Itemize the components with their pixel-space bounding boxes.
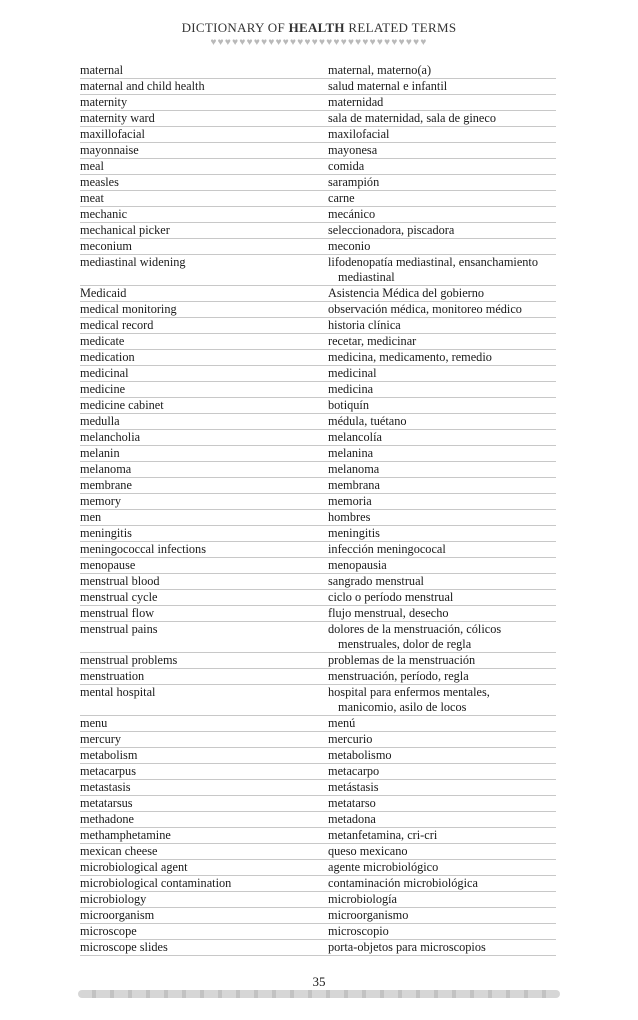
spanish-translation bbox=[328, 574, 556, 589]
table-row bbox=[80, 860, 556, 876]
spanish-translation bbox=[328, 334, 556, 349]
translation-text: hospital para enfermos mentales, bbox=[328, 685, 490, 699]
table-row bbox=[80, 286, 556, 302]
table-row bbox=[80, 79, 556, 95]
translation-continuation: manicomio, asilo de locos bbox=[338, 700, 467, 714]
header-title-suffix: RELATED TERMS bbox=[344, 20, 457, 35]
translation-text: microscopio bbox=[328, 924, 389, 938]
spanish-translation bbox=[328, 414, 556, 429]
translation-text: metacarpo bbox=[328, 764, 380, 778]
table-row bbox=[80, 446, 556, 462]
translation-text: mecánico bbox=[328, 207, 376, 221]
table-row bbox=[80, 414, 556, 430]
table-row bbox=[80, 207, 556, 223]
translation-text: metástasis bbox=[328, 780, 379, 794]
english-term: meningococcal infections bbox=[80, 542, 206, 556]
glossary-table bbox=[80, 63, 556, 956]
table-row bbox=[80, 494, 556, 510]
english-term: mechanic bbox=[80, 207, 128, 221]
table-row bbox=[80, 223, 556, 239]
table-row bbox=[80, 510, 556, 526]
translation-text: maxilofacial bbox=[328, 127, 390, 141]
english-term: menstrual problems bbox=[80, 653, 178, 667]
table-row bbox=[80, 63, 556, 79]
spanish-translation bbox=[328, 828, 556, 843]
english-term: men bbox=[80, 510, 102, 524]
translation-text: sarampión bbox=[328, 175, 380, 189]
english-term: membrane bbox=[80, 478, 132, 492]
translation-text: melanoma bbox=[328, 462, 380, 476]
table-row bbox=[80, 175, 556, 191]
spanish-translation bbox=[328, 526, 556, 541]
table-row bbox=[80, 526, 556, 542]
table-row bbox=[80, 239, 556, 255]
english-term: metatarsus bbox=[80, 796, 133, 810]
table-row bbox=[80, 748, 556, 764]
english-term: medicinal bbox=[80, 366, 129, 380]
table-row bbox=[80, 398, 556, 414]
translation-text: carne bbox=[328, 191, 355, 205]
table-row bbox=[80, 382, 556, 398]
table-row bbox=[80, 892, 556, 908]
translation-text: comida bbox=[328, 159, 365, 173]
english-term: mental hospital bbox=[80, 685, 156, 699]
translation-text: historia clínica bbox=[328, 318, 401, 332]
heart-ornament-icon: ♥♥♥♥♥♥♥♥♥♥♥♥♥♥♥♥♥♥♥♥♥♥♥♥♥♥♥♥♥♥ bbox=[210, 37, 428, 48]
spanish-translation bbox=[328, 223, 556, 238]
spanish-translation bbox=[328, 653, 556, 668]
spanish-translation bbox=[328, 111, 556, 126]
table-row bbox=[80, 685, 556, 716]
spanish-translation bbox=[328, 286, 556, 301]
translation-text: medicina, medicamento, remedio bbox=[328, 350, 492, 364]
table-row bbox=[80, 542, 556, 558]
translation-text: contaminación microbiológica bbox=[328, 876, 478, 890]
table-row bbox=[80, 622, 556, 653]
table-row bbox=[80, 590, 556, 606]
english-term: microscope slides bbox=[80, 940, 168, 954]
english-term: mayonnaise bbox=[80, 143, 139, 157]
translation-text: botiquín bbox=[328, 398, 369, 412]
page-number: 35 bbox=[312, 974, 326, 989]
table-row bbox=[80, 366, 556, 382]
translation-text: menstruación, período, regla bbox=[328, 669, 469, 683]
english-term: mercury bbox=[80, 732, 121, 746]
table-row bbox=[80, 302, 556, 318]
translation-text: porta-objetos para microscopios bbox=[328, 940, 486, 954]
english-term: menstrual flow bbox=[80, 606, 155, 620]
translation-text: metanfetamina, cri-cri bbox=[328, 828, 438, 842]
spanish-translation bbox=[328, 812, 556, 827]
english-term: medicate bbox=[80, 334, 125, 348]
translation-text: hombres bbox=[328, 510, 371, 524]
spanish-translation bbox=[328, 924, 556, 939]
translation-text: microbiología bbox=[328, 892, 397, 906]
spanish-translation bbox=[328, 844, 556, 859]
spanish-translation bbox=[328, 430, 556, 445]
spanish-translation bbox=[328, 892, 556, 907]
spanish-translation bbox=[328, 446, 556, 461]
english-term: medicine bbox=[80, 382, 126, 396]
english-term: methamphetamine bbox=[80, 828, 171, 842]
translation-text: Asistencia Médica del gobierno bbox=[328, 286, 485, 300]
english-term: melanin bbox=[80, 446, 120, 460]
translation-text: sangrado menstrual bbox=[328, 574, 424, 588]
spanish-translation bbox=[328, 732, 556, 747]
english-term: menu bbox=[80, 716, 108, 730]
table-row bbox=[80, 908, 556, 924]
translation-text: melanina bbox=[328, 446, 374, 460]
english-term: maternity bbox=[80, 95, 128, 109]
english-term: maxillofacial bbox=[80, 127, 145, 141]
spanish-translation bbox=[328, 780, 556, 795]
translation-text: recetar, medicinar bbox=[328, 334, 417, 348]
page-header bbox=[0, 20, 638, 48]
spanish-translation bbox=[328, 876, 556, 891]
table-row bbox=[80, 334, 556, 350]
translation-text: ciclo o período menstrual bbox=[328, 590, 454, 604]
translation-text: lifodenopatía mediastinal, ensanchamiento bbox=[328, 255, 539, 269]
header-title-emphasis: HEALTH bbox=[288, 20, 345, 35]
table-row bbox=[80, 732, 556, 748]
translation-text: mercurio bbox=[328, 732, 373, 746]
table-row bbox=[80, 653, 556, 669]
spanish-translation bbox=[328, 940, 556, 955]
english-term: menopause bbox=[80, 558, 136, 572]
table-row bbox=[80, 828, 556, 844]
table-row bbox=[80, 191, 556, 207]
english-term: medical record bbox=[80, 318, 154, 332]
english-term: mediastinal widening bbox=[80, 255, 186, 269]
spanish-translation bbox=[328, 127, 556, 142]
english-term: microbiological agent bbox=[80, 860, 188, 874]
translation-text: microorganismo bbox=[328, 908, 409, 922]
table-row bbox=[80, 430, 556, 446]
translation-text: metadona bbox=[328, 812, 376, 826]
english-term: Medicaid bbox=[80, 286, 127, 300]
translation-text: maternal, materno(a) bbox=[328, 63, 432, 77]
table-row bbox=[80, 143, 556, 159]
translation-text: meningitis bbox=[328, 526, 380, 540]
english-term: melanoma bbox=[80, 462, 132, 476]
english-term: maternal and child health bbox=[80, 79, 205, 93]
spanish-translation bbox=[328, 79, 556, 94]
spanish-translation bbox=[328, 255, 556, 285]
english-term: meal bbox=[80, 159, 104, 173]
spanish-translation bbox=[328, 302, 556, 317]
english-term: memory bbox=[80, 494, 121, 508]
table-row bbox=[80, 796, 556, 812]
spanish-translation bbox=[328, 143, 556, 158]
table-row bbox=[80, 111, 556, 127]
spanish-translation bbox=[328, 716, 556, 731]
translation-text: dolores de la menstruación, cólicos bbox=[328, 622, 502, 636]
translation-text: medicinal bbox=[328, 366, 377, 380]
spanish-translation bbox=[328, 494, 556, 509]
table-row bbox=[80, 764, 556, 780]
translation-text: meconio bbox=[328, 239, 371, 253]
translation-text: metabolismo bbox=[328, 748, 392, 762]
translation-text: observación médica, monitoreo médico bbox=[328, 302, 522, 316]
translation-text: seleccionadora, piscadora bbox=[328, 223, 455, 237]
translation-text: memoria bbox=[328, 494, 372, 508]
english-term: metacarpus bbox=[80, 764, 136, 778]
english-term: microscope bbox=[80, 924, 137, 938]
translation-text: agente microbiológico bbox=[328, 860, 439, 874]
table-row bbox=[80, 606, 556, 622]
translation-text: maternidad bbox=[328, 95, 384, 109]
translation-text: flujo menstrual, desecho bbox=[328, 606, 449, 620]
spanish-translation bbox=[328, 382, 556, 397]
table-row bbox=[80, 876, 556, 892]
english-term: meconium bbox=[80, 239, 132, 253]
table-row bbox=[80, 844, 556, 860]
table-row bbox=[80, 940, 556, 956]
translation-text: problemas de la menstruación bbox=[328, 653, 476, 667]
table-row bbox=[80, 127, 556, 143]
table-row bbox=[80, 716, 556, 732]
spanish-translation bbox=[328, 207, 556, 222]
english-term: meningitis bbox=[80, 526, 132, 540]
spanish-translation bbox=[328, 63, 556, 78]
english-term: maternal bbox=[80, 63, 124, 77]
table-row bbox=[80, 255, 556, 286]
spanish-translation bbox=[328, 239, 556, 254]
spanish-translation bbox=[328, 462, 556, 477]
translation-text: sala de maternidad, sala de gineco bbox=[328, 111, 496, 125]
spanish-translation bbox=[328, 748, 556, 763]
table-row bbox=[80, 95, 556, 111]
english-term: mexican cheese bbox=[80, 844, 158, 858]
english-term: medulla bbox=[80, 414, 120, 428]
table-row bbox=[80, 812, 556, 828]
table-row bbox=[80, 669, 556, 685]
english-term: menstruation bbox=[80, 669, 145, 683]
spanish-translation bbox=[328, 860, 556, 875]
english-term: microbiology bbox=[80, 892, 147, 906]
english-term: medicine cabinet bbox=[80, 398, 164, 412]
spanish-translation bbox=[328, 796, 556, 811]
english-term: menstrual cycle bbox=[80, 590, 158, 604]
spanish-translation bbox=[328, 398, 556, 413]
spanish-translation bbox=[328, 685, 556, 715]
english-term: metastasis bbox=[80, 780, 131, 794]
header-title-prefix: DICTIONARY OF bbox=[181, 20, 289, 35]
translation-text: melancolía bbox=[328, 430, 382, 444]
spanish-translation bbox=[328, 95, 556, 110]
spanish-translation bbox=[328, 606, 556, 621]
english-term: meat bbox=[80, 191, 104, 205]
translation-continuation: menstruales, dolor de regla bbox=[338, 637, 472, 651]
translation-text: salud maternal e infantil bbox=[328, 79, 448, 93]
english-term: methadone bbox=[80, 812, 134, 826]
table-row bbox=[80, 462, 556, 478]
table-row bbox=[80, 780, 556, 796]
table-row bbox=[80, 350, 556, 366]
english-term: microbiological contamination bbox=[80, 876, 232, 890]
footer-ornament bbox=[78, 990, 560, 998]
spanish-translation bbox=[328, 350, 556, 365]
spanish-translation bbox=[328, 366, 556, 381]
english-term: medical monitoring bbox=[80, 302, 177, 316]
translation-text: membrana bbox=[328, 478, 380, 492]
translation-text: médula, tuétano bbox=[328, 414, 407, 428]
spanish-translation bbox=[328, 510, 556, 525]
table-row bbox=[80, 924, 556, 940]
spanish-translation bbox=[328, 159, 556, 174]
english-term: microorganism bbox=[80, 908, 155, 922]
spanish-translation bbox=[328, 478, 556, 493]
table-row bbox=[80, 159, 556, 175]
translation-text: medicina bbox=[328, 382, 374, 396]
spanish-translation bbox=[328, 558, 556, 573]
english-term: maternity ward bbox=[80, 111, 155, 125]
english-term: menstrual pains bbox=[80, 622, 158, 636]
spanish-translation bbox=[328, 590, 556, 605]
spanish-translation bbox=[328, 764, 556, 779]
spanish-translation bbox=[328, 542, 556, 557]
spanish-translation bbox=[328, 669, 556, 684]
translation-text: infección meningococal bbox=[328, 542, 446, 556]
english-term: mechanical picker bbox=[80, 223, 170, 237]
spanish-translation bbox=[328, 908, 556, 923]
table-row bbox=[80, 318, 556, 334]
table-row bbox=[80, 558, 556, 574]
translation-text: menú bbox=[328, 716, 356, 730]
translation-text: queso mexicano bbox=[328, 844, 408, 858]
table-row bbox=[80, 574, 556, 590]
english-term: metabolism bbox=[80, 748, 138, 762]
english-term: menstrual blood bbox=[80, 574, 160, 588]
english-term: medication bbox=[80, 350, 135, 364]
english-term: melancholia bbox=[80, 430, 141, 444]
english-term: measles bbox=[80, 175, 119, 189]
translation-text: metatarso bbox=[328, 796, 376, 810]
header-title bbox=[0, 20, 638, 36]
translation-text: menopausia bbox=[328, 558, 387, 572]
spanish-translation bbox=[328, 622, 556, 652]
translation-continuation: mediastinal bbox=[338, 270, 395, 284]
table-row bbox=[80, 478, 556, 494]
spanish-translation bbox=[328, 175, 556, 190]
spanish-translation bbox=[328, 318, 556, 333]
spanish-translation bbox=[328, 191, 556, 206]
translation-text: mayonesa bbox=[328, 143, 378, 157]
